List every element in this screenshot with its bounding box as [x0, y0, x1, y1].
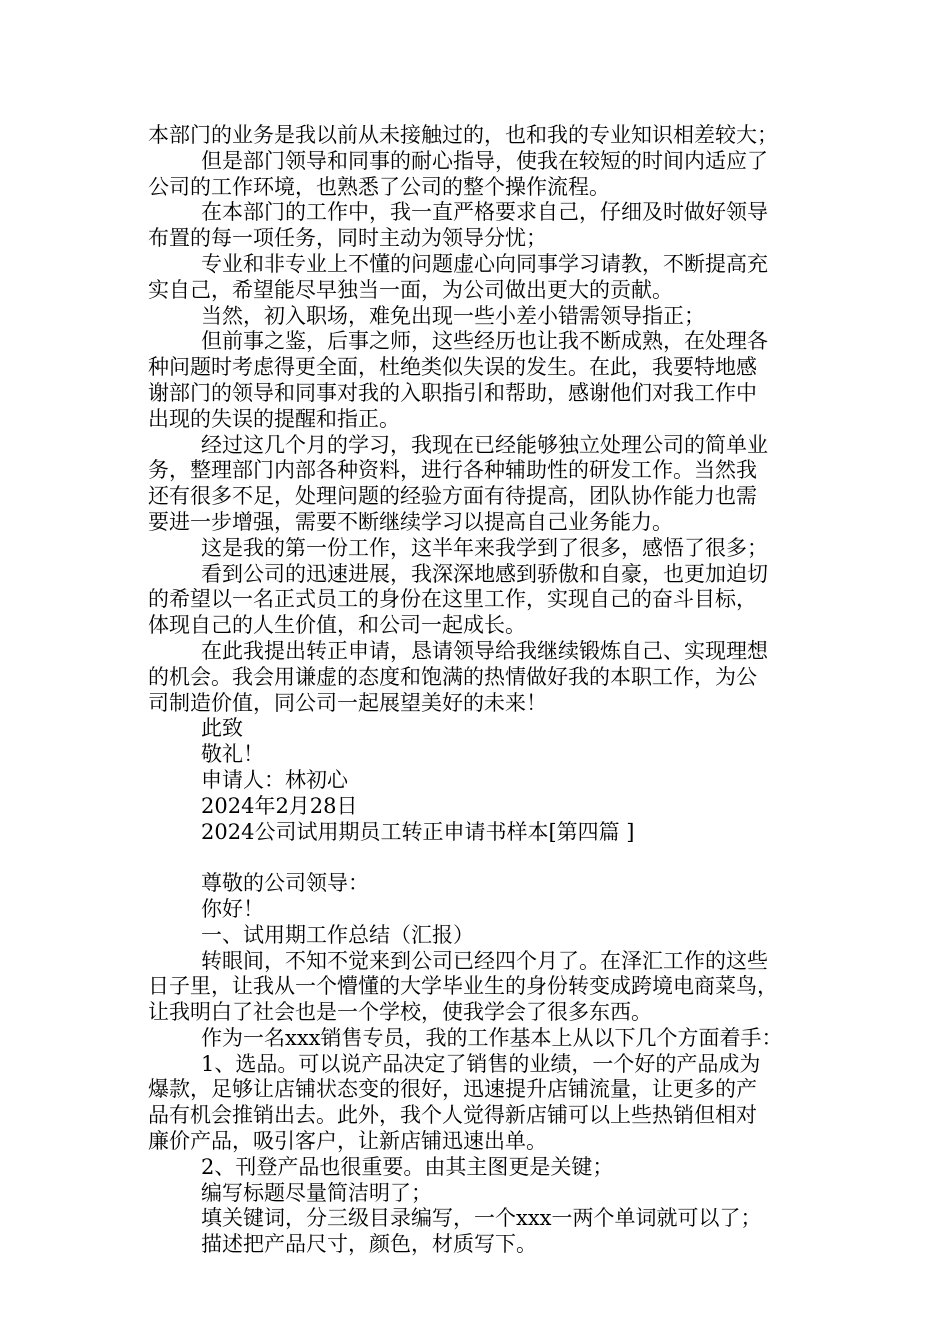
text-line: 看到公司的迅速进展，我深深地感到骄傲和自豪，也更加迫切	[201, 561, 768, 586]
text-line: 让我明白了社会也是一个学校，使我学会了很多东西。	[148, 1000, 652, 1025]
text-line: 2、刊登产品也很重要。由其主图更是关键；	[201, 1154, 614, 1179]
text-line: 描述把产品尺寸，颜色，材质写下。	[201, 1232, 537, 1257]
text-line: 当然，初入职场，难免出现一些小差小错需领导指正；	[201, 303, 705, 328]
text-line: 公司的工作环境，也熟悉了公司的整个操作流程。	[148, 174, 610, 199]
text-line: 编写标题尽量简洁明了；	[201, 1180, 432, 1205]
text-line: 这是我的第一份工作，这半年来我学到了很多，感悟了很多；	[201, 535, 768, 560]
text-line: 申请人：林初心	[201, 767, 348, 792]
text-line: 廉价产品，吸引客户，让新店铺迅速出单。	[148, 1129, 547, 1154]
text-line: 要进一步增强，需要不断继续学习以提高自己业务能力。	[148, 509, 673, 534]
text-line: 此致	[201, 716, 243, 741]
text-line: 一、试用期工作总结（汇报）	[201, 922, 474, 947]
text-line: 填关键词，分三级目录编写，一个xxx一两个单词就可以了；	[201, 1206, 762, 1231]
text-line: 还有很多不足，处理问题的经验方面有待提高，团队协作能力也需	[148, 484, 757, 509]
text-line: 作为一名xxx销售专员，我的工作基本上从以下几个方面着手：	[201, 1025, 783, 1050]
text-line: 2024公司试用期员工转正申请书样本[第四篇 ]	[201, 819, 635, 844]
text-line: 转眼间，不知不觉来到公司已经四个月了。在泽汇工作的这些	[201, 948, 768, 973]
document-body	[148, 123, 818, 1258]
text-line: 的希望以一名正式员工的身份在这里工作，实现自己的奋斗目标，	[148, 587, 757, 612]
text-line: 体现自己的人生价值，和公司一起成长。	[148, 613, 526, 638]
text-line: 谢部门的领导和同事对我的入职指引和帮助，感谢他们对我工作中	[148, 380, 757, 405]
text-line: 尊敬的公司领导：	[201, 871, 369, 896]
text-line: 本部门的业务是我以前从未接触过的，也和我的专业知识相差较大；	[148, 123, 778, 147]
text-line: 日子里，让我从一个懵懂的大学毕业生的身份转变成跨境电商菜鸟，	[148, 974, 778, 999]
text-line: 布置的每一项任务，同时主动为领导分忧；	[148, 226, 547, 251]
blank-line	[148, 845, 818, 871]
text-line: 在此我提出转正申请，恳请领导给我继续锻炼自己、实现理想	[201, 638, 768, 663]
text-line: 实自己，希望能尽早独当一面，为公司做出更大的贡献。	[148, 277, 673, 302]
text-line: 爆款，足够让店铺状态变的很好，迅速提升店铺流量，让更多的产	[148, 1077, 757, 1102]
text-line: 但前事之鉴，后事之师，这些经历也让我不断成熟，在处理各	[201, 329, 768, 354]
text-line: 敬礼！	[201, 742, 264, 767]
text-line: 1、选品。可以说产品决定了销售的业绩，一个好的产品成为	[201, 1051, 761, 1076]
text-line: 2024年2月28日	[201, 793, 358, 818]
text-line: 务，整理部门内部各种资料，进行各种辅助性的研发工作。当然我	[148, 458, 757, 483]
text-line: 出现的失误的提醒和指正。	[148, 406, 400, 431]
text-line: 司制造价值，同公司一起展望美好的未来！	[148, 690, 547, 715]
text-line: 品有机会推销出去。此外，我个人觉得新店铺可以上些热销但相对	[148, 1103, 757, 1128]
text-line: 经过这几个月的学习，我现在已经能够独立处理公司的简单业	[201, 432, 768, 457]
text-line: 但是部门领导和同事的耐心指导，使我在较短的时间内适应了	[201, 148, 768, 173]
text-line: 在本部门的工作中，我一直严格要求自己，仔细及时做好领导	[201, 200, 768, 225]
text-line: 你好！	[201, 896, 264, 921]
text-line: 种问题时考虑得更全面，杜绝类似失误的发生。在此，我要特地感	[148, 355, 757, 380]
text-line: 的机会。我会用谦虚的态度和饱满的热情做好我的本职工作，为公	[148, 664, 757, 689]
text-line: 专业和非专业上不懂的问题虚心向同事学习请教，不断提高充	[201, 251, 768, 276]
